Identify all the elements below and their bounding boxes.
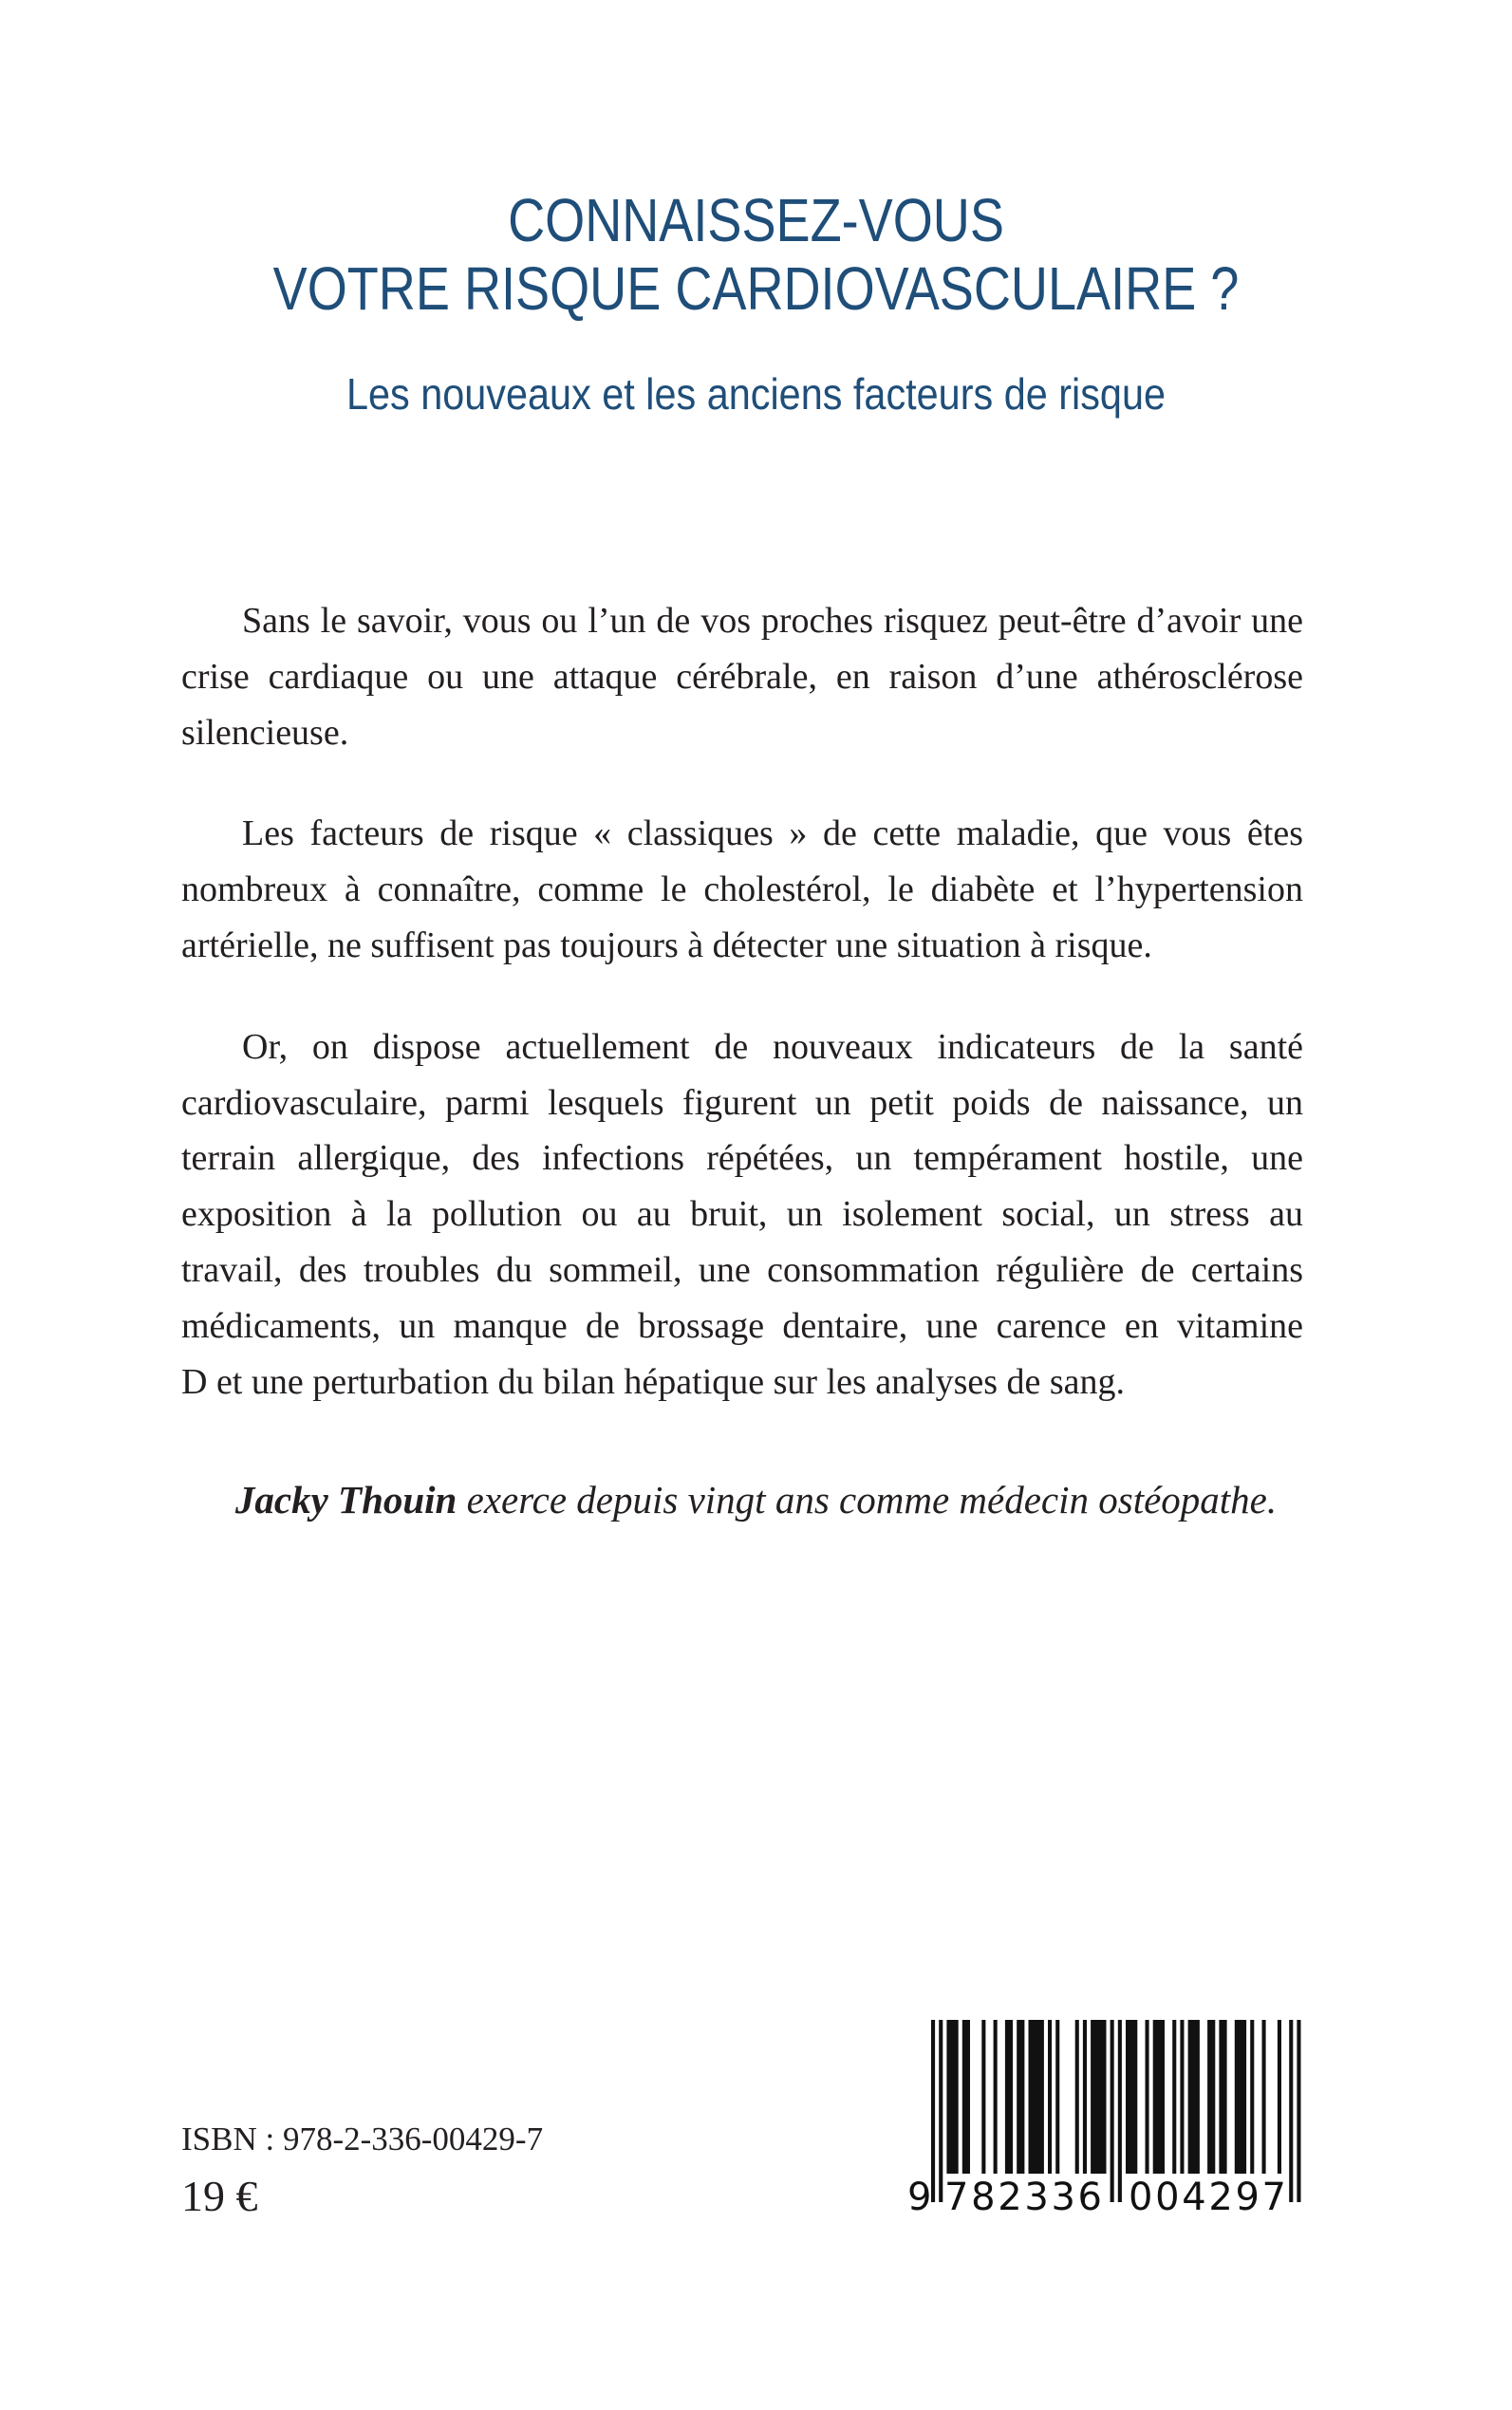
barcode-guard-bar: [1297, 2020, 1300, 2202]
text-line: terrain allergique, des infections répétées, un tempérament hostile, une: [181, 1138, 1303, 1179]
barcode-bar: [1005, 2020, 1013, 2174]
barcode-bar: [994, 2020, 998, 2174]
barcode-bar: [1278, 2020, 1281, 2174]
text-line: artérielle, ne suffisent pas toujours à détecter une situation à risque.: [181, 925, 1152, 965]
barcode-bar: [946, 2020, 958, 2174]
barcode-bar: [1180, 2020, 1184, 2174]
barcode-bar: [981, 2020, 985, 2174]
paragraph-2: [181, 806, 1303, 973]
barcode-bar: [1091, 2020, 1106, 2174]
barcode: [902, 2016, 1304, 2219]
barcode-bar: [1126, 2020, 1137, 2174]
text-line: D et une perturbation du bilan hépatique sur les analyses de sang.: [181, 1361, 1126, 1402]
title-line-2: VOTRE RISQUE CARDIOVASCULAIRE ?: [272, 254, 1240, 323]
barcode-bar: [1235, 2020, 1246, 2174]
barcode-guard-bar: [1289, 2020, 1293, 2202]
text-line: nombreux à connaître, comme le cholestérol, le diabète et l’hypertension: [181, 869, 1303, 910]
text-line: exposition à la pollution ou au bruit, un isolement social, un stress au: [181, 1194, 1303, 1235]
text-line: travail, des troubles du sommeil, une consommation régulière de certains: [181, 1249, 1303, 1290]
barcode-bar: [1262, 2020, 1266, 2174]
barcode-guard-bar: [1118, 2020, 1122, 2202]
price-label: 19 €: [181, 2172, 258, 2220]
text-line: cardiovasculaire, parmi lesquels figurent un petit poids de naissance, un: [181, 1082, 1303, 1123]
barcode-left-digits: 782336: [944, 2176, 1102, 2219]
barcode-guard-bar: [1111, 2020, 1114, 2202]
text-line: crise cardiaque ou une attaque cérébrale, en raison d’une athérosclérose: [181, 656, 1303, 697]
barcode-bar: [1219, 2020, 1226, 2174]
barcode-lead-digit: 9: [907, 2176, 932, 2219]
barcode-right-digits: 004297: [1129, 2176, 1286, 2219]
title-line-1: CONNAISSEZ-VOUS: [508, 186, 1004, 254]
barcode-bar: [1172, 2020, 1176, 2174]
text-line: silencieuse.: [181, 712, 349, 753]
barcode-bar: [1055, 2020, 1059, 2174]
barcode-bar: [1083, 2020, 1087, 2174]
barcode-bar: [962, 2020, 970, 2174]
barcode-bar: [1075, 2020, 1079, 2174]
barcode-guard-bar: [939, 2020, 943, 2202]
barcode-bar: [1029, 2020, 1044, 2174]
text-line: Or, on dispose actuellement de nouveaux indicateurs de la santé: [242, 1026, 1303, 1067]
text-line: Sans le savoir, vous ou l’un de vos proches risquez peut-être d’avoir une: [242, 601, 1303, 641]
barcode-bar: [1146, 2020, 1149, 2174]
isbn-label: ISBN : 978-2-336-00429-7: [181, 2120, 544, 2158]
author-description: exerce depuis vingt ans comme médecin ostéopathe.: [466, 1478, 1278, 1522]
barcode-guard-bar: [931, 2020, 935, 2202]
barcode-bar: [1188, 2020, 1200, 2174]
text-line: Les facteurs de risque « classiques » de cette maladie, que vous êtes: [242, 813, 1303, 854]
paragraph-1: [181, 593, 1303, 760]
barcode-bar: [1017, 2020, 1024, 2174]
author-name: Jacky Thouin: [234, 1478, 457, 1522]
paragraph-3: [181, 1019, 1303, 1411]
barcode-bar: [1153, 2020, 1165, 2174]
barcode-bar: [1048, 2020, 1052, 2174]
back-cover-description: [181, 593, 1303, 1455]
barcode-bar: [1207, 2020, 1215, 2174]
subtitle: Les nouveaux et les anciens facteurs de risque: [345, 369, 1167, 419]
text-line: médicaments, un manque de brossage dentaire, une carence en vitamine: [181, 1305, 1303, 1346]
author-bio: [0, 1472, 1512, 1527]
barcode-bar: [1250, 2020, 1254, 2174]
